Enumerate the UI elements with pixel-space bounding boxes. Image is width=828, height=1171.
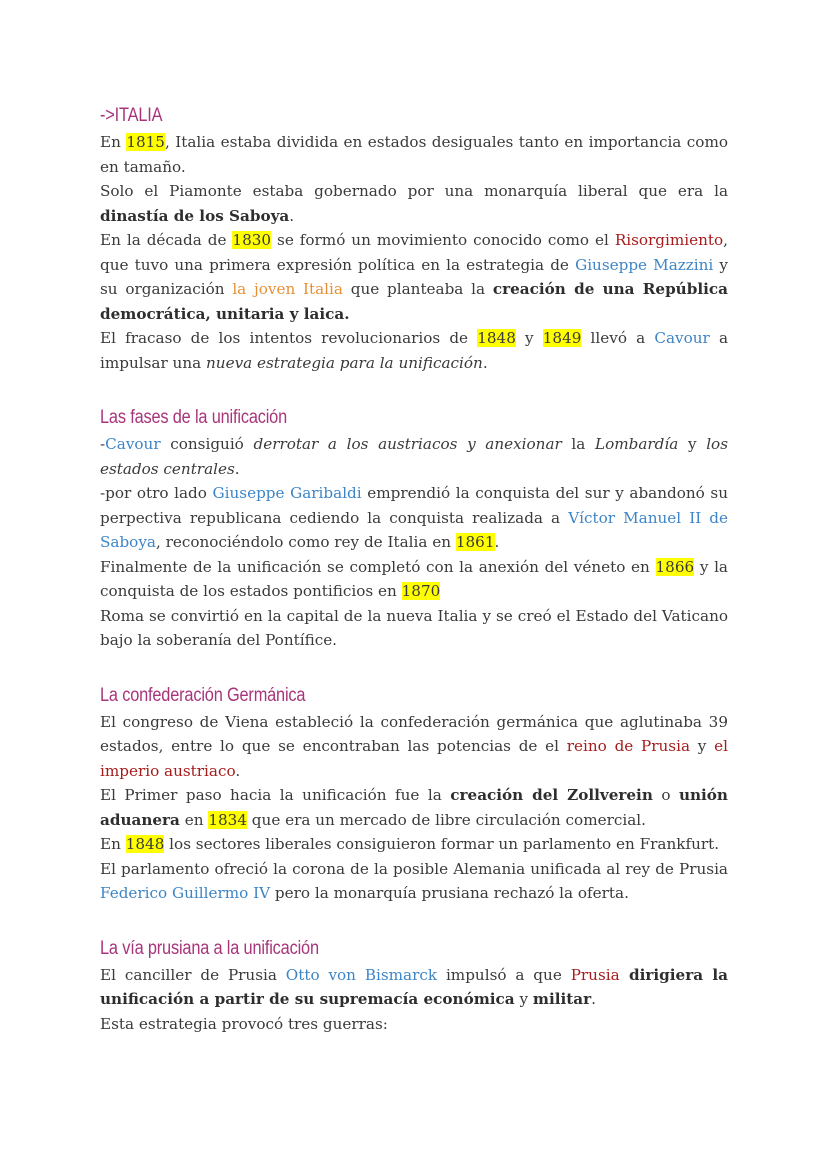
section-title: La vía prusiana a la unificación [100, 937, 319, 959]
person-victor-manuel: Víctor Manuel II de Saboya [100, 508, 729, 551]
bold-term: creación de una República democrática, unitaria y laica. [100, 280, 728, 323]
bold-term: unión aduanera [100, 786, 728, 829]
year-highlight: 1866 [655, 557, 695, 576]
section-italia [100, 102, 728, 375]
year-highlight: 1830 [232, 231, 272, 249]
bold-term: dinastía de los Saboya [100, 206, 290, 225]
paragraph: Solo el Piamonte estaba gobernado por una monarquía liberal que era la dinastía de los Saboya. [100, 182, 728, 225]
term-risorgimento: Risorgimiento [614, 231, 724, 249]
paragraph: En 1848 los sectores liberales consiguieron formar un parlamento en Frankfurt. [100, 835, 720, 853]
italic-term: los estados centrales [100, 435, 728, 478]
paragraph: El parlamento ofreció la corona de la posible Alemania unificada al rey de Prusia Federico Guillermo IV pero la monarquía prusiana rechazó la oferta. [100, 859, 728, 902]
year-highlight: 1848 [477, 329, 516, 347]
year-highlight: 1834 [208, 810, 247, 829]
year-highlight: 1815 [126, 133, 165, 151]
section-fases [100, 404, 728, 653]
paragraph: El fracaso de los intentos revolucionarios de 1848 y 1849 llevó a Cavour a impulsar una nueva estrategia para la unificación. [100, 329, 729, 372]
section-via-prusiana [100, 935, 728, 1037]
paragraph: En 1815, Italia estaba dividida en estados desiguales tanto en importancia como en tamaño. [100, 133, 728, 176]
italic-term: nueva estrategia para la unificación [206, 353, 483, 372]
paragraph: El congreso de Viena estableció la confederación germánica que aglutinaba 39 estados, entre lo que se encontraban las potencias de el reino de Prusia y el imperio austriaco. [100, 712, 728, 780]
person-federico: Federico Guillermo IV [100, 884, 271, 902]
bold-term: creación del Zollverein [450, 786, 653, 804]
paragraph: Finalmente de la unificación se completó con la anexión del véneto en 1866 y la conquista de los estados pontificios en 1870 [100, 557, 728, 600]
section-title: ->ITALIA [100, 105, 163, 126]
org-joven-italia: la joven Italia [232, 280, 343, 298]
person-garibaldi: Giuseppe Garibaldi [212, 484, 362, 502]
section-title: Las fases de la unificación [100, 407, 288, 428]
person-bismarck: Otto von Bismarck [285, 965, 438, 984]
person-cavour: Cavour [105, 435, 161, 453]
paragraph: El canciller de Prusia Otto von Bismarck impulsó a que Prusia dirigiera la unificación a partir de su supremacía económica y militar. [100, 965, 728, 1008]
term-imperio-austriaco: el imperio austriaco [100, 737, 728, 780]
paragraph: El Primer paso hacia la unificación fue la creación del Zollverein o unión aduanera en 1834 que era un mercado de libre circulación comercial. [100, 786, 728, 829]
bold-term: dirigiera la unificación a partir de su supremacía económica [100, 965, 728, 1008]
year-highlight: 1861 [455, 533, 495, 551]
paragraph: -por otro lado Giuseppe Garibaldi emprendió la conquista del sur y abandonó su perpectiva republicana cediendo la conquista realizada a Víctor Manuel II de Saboya, reconociéndolo como rey de Italia en 1861. [100, 484, 729, 551]
paragraph: En la década de 1830 se formó un movimiento conocido como el Risorgimiento, que tuvo una primera expresión política en la estrategia de Giuseppe Mazzini y su organización la joven Italia que planteaba la creación de una República democrática, unitaria y laica. [100, 231, 728, 323]
year-highlight: 1870 [401, 582, 441, 600]
section-title: La confederación Germánica [100, 684, 306, 706]
term-reino-prusia: reino de Prusia [566, 737, 691, 755]
person-mazzini: Giuseppe Mazzini [575, 255, 714, 274]
italic-term: Lombardía [595, 435, 679, 453]
paragraph: -Cavour consiguió derrotar a los austriacos y anexionar la Lombardía y los estados centrales. [100, 435, 728, 478]
section-confederacion [100, 682, 728, 906]
person-cavour: Cavour [654, 329, 710, 347]
italic-term: derrotar a los austriacos y anexionar [253, 435, 562, 453]
bold-term: militar [532, 990, 592, 1008]
term-prusia: Prusia [570, 965, 620, 984]
year-highlight: 1849 [542, 329, 582, 347]
year-highlight: 1848 [125, 835, 165, 853]
paragraph: Roma se convirtió en la capital de la nueva Italia y se creó el Estado del Vaticano bajo la soberanía del Pontífice. [100, 606, 728, 649]
paragraph: Esta estrategia provocó tres guerras: [100, 1014, 388, 1033]
